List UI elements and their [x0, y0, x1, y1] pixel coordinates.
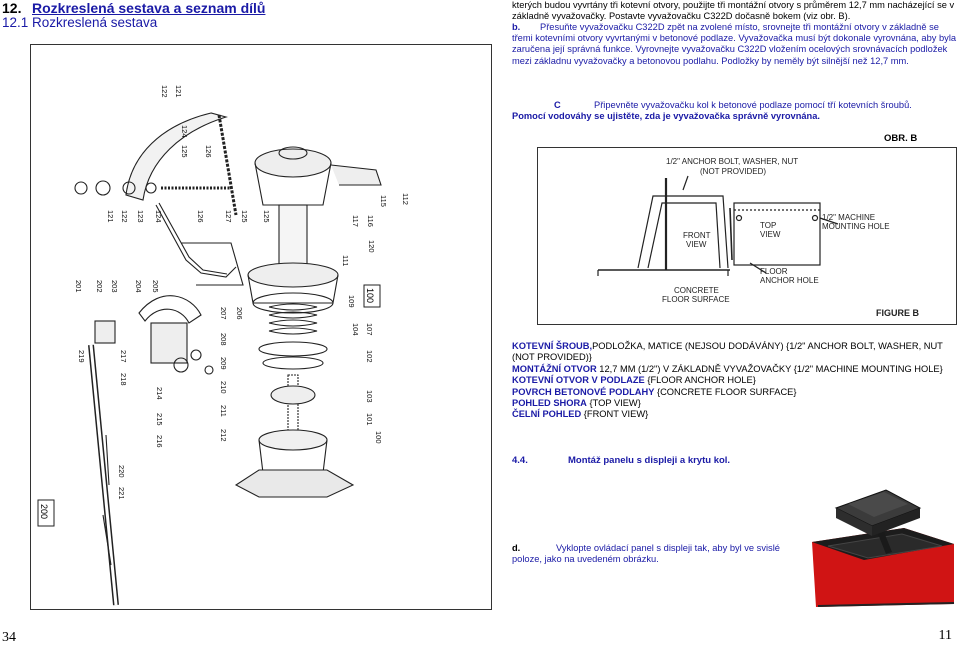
part-label: 212 — [219, 429, 228, 442]
legend-desc: {FLOOR ANCHOR HOLE} — [644, 375, 756, 386]
part-label: 122 — [120, 210, 129, 223]
intro-paragraph: kterých budou vyvrtány tři kotevní otvory, použijte tři montážní otvory s průměrem 12,7 mm nacházející se v základně vyvažovačky. Postavte vyvažovačku C322D dočasně bokem (viz obr. B). — [512, 0, 955, 22]
floor-hole-label-1: FLOOR — [760, 267, 788, 276]
part-label: 125 — [180, 145, 189, 158]
figure-b-svg — [538, 148, 956, 324]
step-b-paragraph — [512, 22, 957, 67]
part-label: 125 — [240, 210, 249, 223]
page-number-right: 11 — [938, 628, 952, 643]
part-label: 125 — [262, 210, 271, 223]
part-label: 127 — [224, 210, 233, 223]
top-view-label-2: VIEW — [760, 230, 781, 239]
legend-desc: PODLOŽKA, MATICE (NEJSOU DODÁVÁNY) {1/2" ANCHOR BOLT, WASHER, NUT (NOT PROVIDED)} — [512, 341, 943, 363]
part-label: 109 — [347, 295, 356, 308]
part-label: 206 — [235, 307, 244, 320]
figure-caption: OBR. B — [884, 133, 918, 144]
part-label: 210 — [219, 381, 228, 394]
legend-term: KOTEVNÍ ŠROUB, — [512, 341, 593, 351]
part-label: 201 — [74, 280, 83, 293]
anchor-bolt-label-1: 1/2" ANCHOR BOLT, WASHER, NUT — [666, 157, 799, 166]
exploded-assembly-drawing — [30, 44, 492, 610]
top-view-label-1: TOP — [760, 221, 777, 230]
section-4-4-title: Montáž panelu s displeji a krytu kol. — [568, 455, 731, 466]
part-label: 207 — [219, 307, 228, 320]
part-label: 120 — [367, 240, 376, 253]
assembly-label-200: 200 — [39, 504, 49, 520]
figure-b-label: FIGURE B — [876, 308, 920, 318]
part-label: 123 — [136, 210, 145, 223]
section-4-4-heading — [512, 455, 730, 466]
part-label: 216 — [155, 435, 164, 448]
part-label: 102 — [365, 350, 374, 363]
part-label: 124 — [180, 125, 189, 138]
concrete-label-2: FLOOR SURFACE — [662, 295, 730, 304]
legend-term: MONTÁŽNÍ OTVOR — [512, 363, 597, 374]
step-d-label: d. — [512, 543, 521, 553]
part-label: 205 — [151, 280, 160, 293]
section-title: Rozkreslená sestava — [32, 15, 158, 30]
part-label: 126 — [204, 145, 213, 158]
step-b-label: b. — [512, 22, 521, 32]
section-heading — [2, 15, 157, 30]
floor-hole-label-2: ANCHOR HOLE — [760, 276, 819, 285]
part-label: 121 — [174, 85, 183, 98]
front-view-label-2: VIEW — [686, 240, 707, 249]
part-label: 112 — [401, 193, 410, 205]
part-label: 221 — [117, 487, 126, 500]
legend-desc: {TOP VIEW} — [586, 398, 641, 409]
part-label: 115 — [379, 195, 388, 207]
display-panel-illustration — [808, 484, 956, 607]
part-label: 117 — [351, 215, 360, 227]
exploded-drawing-svg — [31, 45, 491, 609]
legend-term: POHLED SHORA — [512, 398, 587, 409]
part-number-labels — [74, 85, 410, 500]
part-label: 208 — [219, 333, 228, 346]
section-4-4-number: 4.4. — [512, 455, 528, 466]
step-d-paragraph — [512, 543, 798, 566]
legend-row — [512, 387, 955, 398]
part-label: 220 — [117, 465, 126, 478]
step-b-text: Přesuňte vyvažovačku C322D zpět na zvolené místo, srovnejte tři montážní otvory v základně se třemi kotevními otvory vyvrtanými v betonové podlaze. Vyvažovačka musí být dokonale vyrovnána, aby byla zaručena její správná funkce. — [512, 22, 957, 55]
step-c-text: Připevněte vyvažovačku kol k betonové podlaze pomocí tří kotevních šroubů. — [594, 100, 912, 110]
chapter-heading — [2, 0, 265, 16]
part-label: 211 — [219, 405, 228, 417]
part-label: 217 — [119, 350, 128, 363]
legend-desc: {FRONT VIEW} — [581, 409, 649, 420]
section-number: 12.1 — [2, 15, 29, 30]
part-label: 218 — [119, 373, 128, 386]
legend-row — [512, 364, 955, 375]
part-label: 214 — [155, 387, 164, 400]
step-d-text: Vyklopte ovládací panel s displeji tak, aby byl ve svislé poloze, jako na uvedeném obrázku. — [512, 543, 780, 565]
legend-row — [512, 341, 955, 364]
page-number-left: 34 — [2, 630, 16, 645]
legend-desc: 12,7 MM (1/2") V ZÁKLADNĚ VYVAŽOVAČKY {1/2" MACHINE MOUNTING HOLE} — [596, 363, 943, 374]
figure-legend — [512, 341, 955, 421]
chapter-number: 12. — [2, 0, 22, 16]
step-c-paragraph — [512, 100, 957, 122]
legend-term: KOTEVNÍ OTVOR V PODLAZE — [512, 375, 645, 386]
part-label: 219 — [77, 350, 86, 363]
chapter-title[interactable]: Rozkreslená sestava a seznam dílů — [32, 0, 266, 16]
part-label: 101 — [365, 413, 374, 426]
part-label: 104 — [351, 323, 360, 336]
part-label: 107 — [365, 323, 374, 336]
part-label: 100 — [374, 431, 383, 444]
part-label: 209 — [219, 357, 228, 370]
legend-term: POVRCH BETONOVÉ PODLAHY — [512, 386, 655, 397]
legend-row — [512, 398, 955, 409]
display-panel-photo — [808, 484, 956, 607]
mounting-hole-label-2: MOUNTING HOLE — [822, 222, 890, 231]
legend-row — [512, 409, 955, 420]
legend-row — [512, 375, 955, 386]
anchor-bolt-label-2: (NOT PROVIDED) — [700, 167, 767, 176]
part-label: 202 — [95, 280, 104, 293]
step-c-text-2: Pomocí vodováhy se ujistěte, zda je vyvažovačka správně vyrovnána. — [512, 111, 820, 122]
part-label: 126 — [196, 210, 205, 223]
part-label: 124 — [154, 210, 163, 223]
part-label: 204 — [134, 280, 143, 293]
legend-desc: {CONCRETE FLOOR SURFACE} — [654, 386, 797, 397]
part-label: 122 — [160, 85, 169, 98]
concrete-label-1: CONCRETE — [674, 286, 719, 295]
mounting-hole-label-1: 1/2" MACHINE — [822, 213, 876, 222]
step-b-text-2: Vyrovnejte vyvažovačku C322D vložením ocelových srovnávacích podložek mezi základnu vyvažovačky a betonovou podlahu. Podložky by neměly být silnější než 12,7 mm. — [512, 44, 948, 66]
part-label: 116 — [366, 215, 375, 227]
figure-b-anchor-diagram — [537, 147, 957, 325]
part-label: 203 — [110, 280, 119, 293]
part-label: 111 — [341, 255, 350, 267]
assembly-label-100: 100 — [365, 288, 375, 304]
part-label: 215 — [155, 413, 164, 426]
part-label: 121 — [106, 210, 115, 223]
front-view-label-1: FRONT — [683, 231, 711, 240]
part-label: 103 — [365, 390, 374, 403]
step-c-label: C — [554, 100, 561, 110]
legend-term: ČELNÍ POHLED — [512, 409, 582, 420]
